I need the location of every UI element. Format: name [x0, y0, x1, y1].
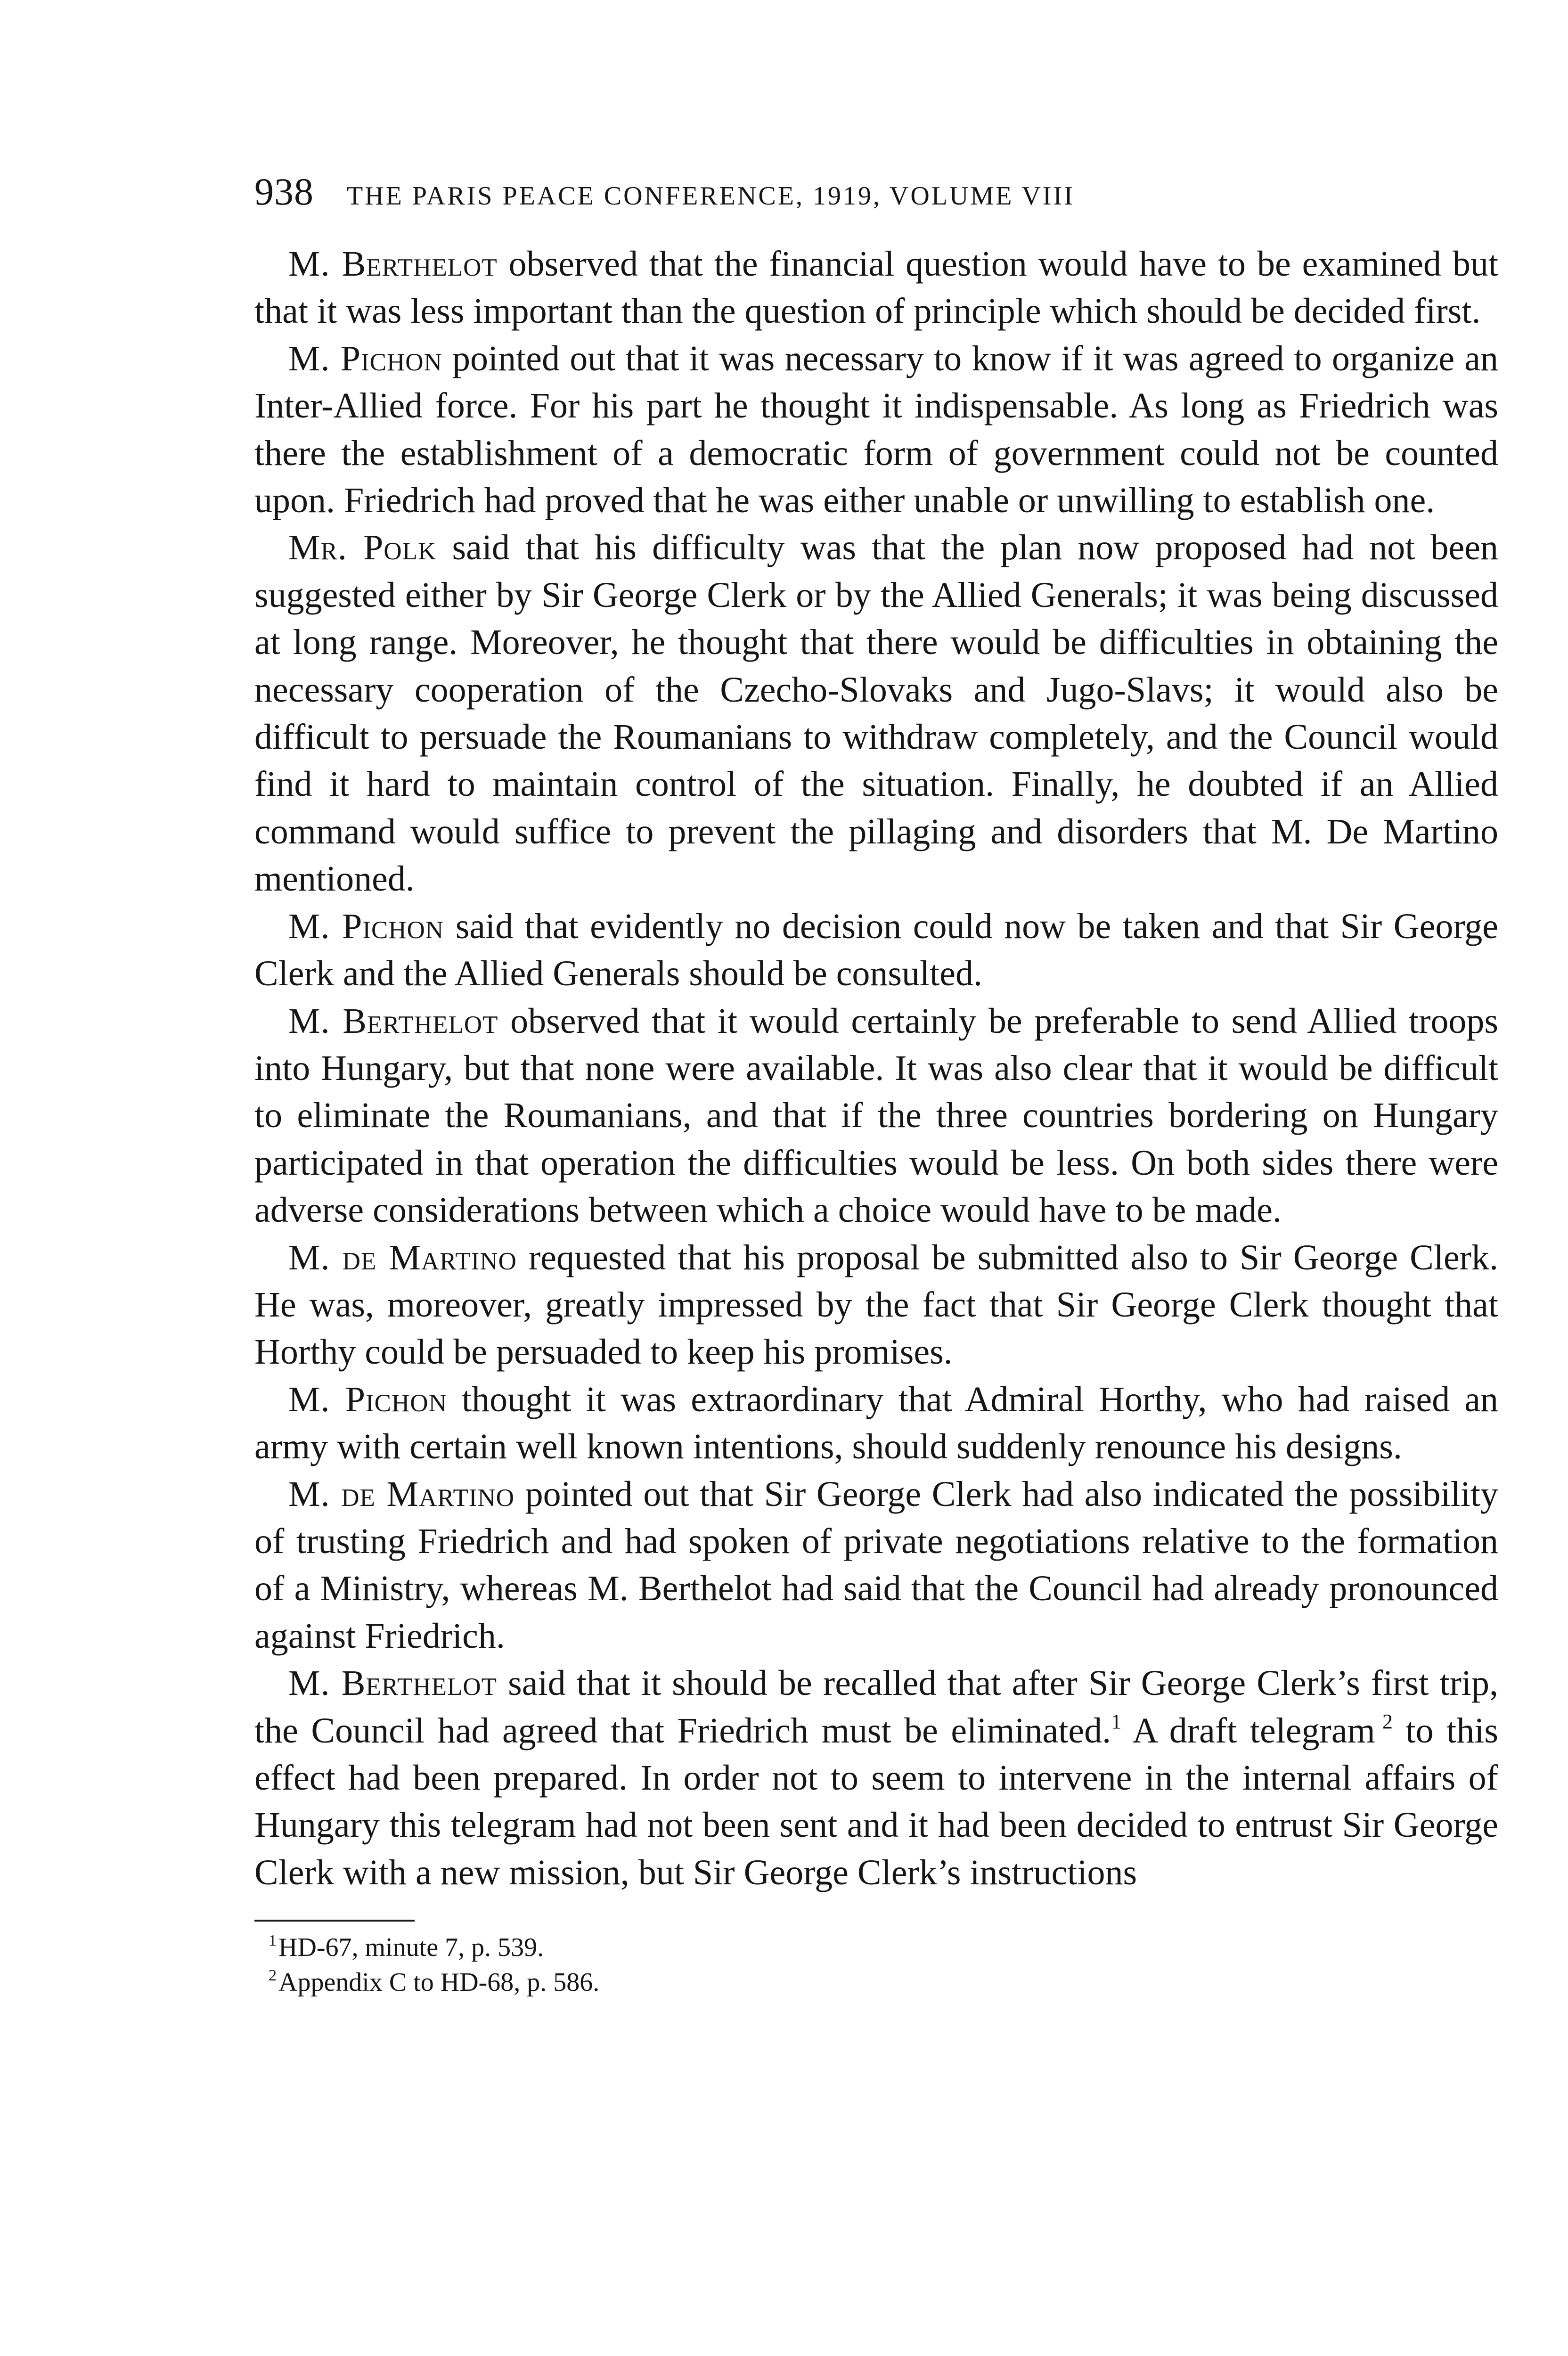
paragraph-text: A draft telegram	[1121, 1710, 1375, 1751]
page-number: 938	[254, 170, 314, 213]
footnote-reference[interactable]: 1	[1111, 1710, 1122, 1733]
speaker-name: M. Berthelot	[288, 1001, 498, 1041]
paragraph-text: pointed out that Sir George Clerk had also indicated the possibility of trusting Friedrich and had spoken of private negotiations relative to the formation of a Ministry, whereas M. Berthelot had said that the Council had already pronounced against Friedrich.	[254, 1474, 1498, 1656]
footnote-mark: 2	[269, 1967, 277, 1985]
footnotes	[254, 1930, 1498, 2000]
paragraph	[254, 1660, 1498, 1896]
paragraph-text: observed that the financial question would have to be examined but that it was less important than the question of principle which should be decided first.	[254, 244, 1499, 331]
paragraph-text: said that evidently no decision could now be taken and that Sir George Clerk and the Allied Generals should be consulted.	[254, 906, 1499, 994]
paragraph	[254, 524, 1498, 902]
speaker-name: M. Berthelot	[288, 1663, 497, 1703]
paragraph-text: to this effect had been prepared. In order not to seem to intervene in the internal affairs of Hungary this telegram had not been sent and it had been decided to entrust Sir George Clerk with a new mission, but Sir George Clerk’s instructions	[254, 1710, 1498, 1892]
paragraph-text: requested that his proposal be submitted also to Sir George Clerk. He was, moreover, greatly impressed by the fact that Sir George Clerk thought that Horthy could be persuaded to keep his promises.	[254, 1237, 1498, 1372]
speaker-name: M. de Martino	[288, 1474, 515, 1514]
footnote-mark: 1	[269, 1932, 277, 1950]
paragraph	[254, 1376, 1498, 1471]
speaker-name: M. Pichon	[288, 906, 444, 946]
footnote	[269, 1965, 1498, 2000]
body-text	[254, 240, 1498, 1896]
footnote-reference[interactable]: 2	[1382, 1710, 1393, 1733]
paragraph	[254, 998, 1498, 1234]
speaker-name: Mr. Polk	[288, 528, 437, 568]
paragraph-text: thought it was extraordinary that Admiral Horthy, who had raised an army with certain well known intentions, should suddenly renounce his designs.	[254, 1379, 1498, 1467]
paragraph	[254, 335, 1498, 524]
paragraph-text: said that his difficulty was that the plan now proposed had not been suggested either by Sir George Clerk or by the Allied Generals; it was being discussed at long range. Moreover, he thought that there would be difficulties in obtaining the necessary cooperation of the Czecho-Slovaks and Jugo-Slavs; it would also be difficult to persuade the Roumanians to withdraw completely, and the Council would find it hard to maintain control of the situation. Finally, he doubted if an Allied command would suffice to prevent the pillaging and disorders that M. De Martino mentioned.	[254, 528, 1498, 899]
paragraph	[254, 903, 1498, 998]
running-head	[254, 170, 1498, 221]
footnote-divider	[254, 1920, 415, 1922]
paragraph-text: observed that it would certainly be preferable to send Allied troops into Hungary, but that none were available. It was also clear that it would be difficult to eliminate the Roumanians, and that if the three countries bordering on Hungary participated in that operation the difficulties would be less. On both sides there were adverse considerations between which a choice would have to be made.	[254, 1001, 1498, 1230]
running-title: THE PARIS PEACE CONFERENCE, 1919, VOLUME VIII	[347, 181, 1075, 211]
footnote-text: HD-67, minute 7, p. 539.	[278, 1933, 544, 1963]
speaker-name: M. Berthelot	[288, 244, 498, 284]
paragraph-text: pointed out that it was necessary to know if it was agreed to organize an Inter-Allied force. For his part he thought it indispensable. As long as Friedrich was there the establishment of a democratic form of government could not be counted upon. Friedrich had proved that he was either unable or unwilling to establish one.	[254, 338, 1498, 521]
speaker-name: M. Pichon	[288, 338, 442, 378]
book-page	[254, 170, 1498, 2000]
speaker-name: M. de Martino	[288, 1237, 517, 1277]
footnote-text: Appendix C to HD-68, p. 586.	[278, 1968, 600, 1997]
paragraph	[254, 1234, 1498, 1376]
paragraph	[254, 240, 1498, 335]
paragraph	[254, 1471, 1498, 1660]
footnote	[269, 1930, 1498, 1965]
speaker-name: M. Pichon	[288, 1379, 447, 1419]
paragraph-text: said that it should be recalled that after Sir George Clerk’s first trip, the Council had agreed that Friedrich must be eliminated.	[254, 1663, 1498, 1751]
